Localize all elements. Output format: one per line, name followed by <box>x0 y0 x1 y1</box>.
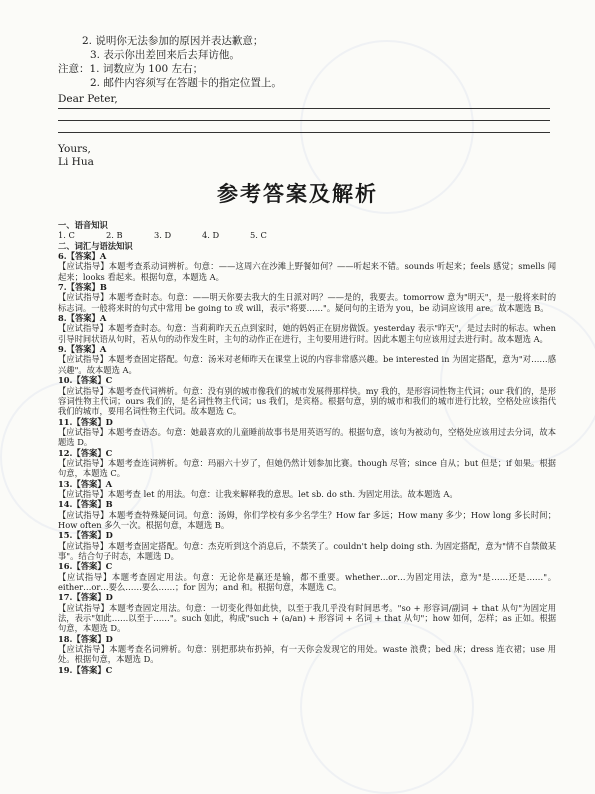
requirement-line: 2. 说明你无法参加的原因并表达歉意； <box>82 35 264 47</box>
answer-content <box>58 220 556 675</box>
mcq-answer: 1. C <box>58 230 75 241</box>
letter-closing <box>58 143 94 169</box>
answer-key: 8.【答案】A <box>58 313 107 324</box>
writing-line <box>58 132 550 133</box>
page-title: 参考答案及解析 <box>217 182 378 206</box>
mcq-answer: 5. C <box>250 230 267 241</box>
answer-explanation: 【应试指导】本题考查时态。句意：当莉莉昨天五点到家时，她的妈妈正在厨房做饭。yesterday 表示"昨天"，是过去时的标志。when 引导时间状语从句时，若从句的动作发生时，主句的动作正在进行，主句要用进行时。因此本题主句应该用过去进行时。故本题选 A。 <box>58 323 556 344</box>
answer-explanation: 【应试指导】本题考查固定用法。句意：无论你是赢还是输，都不重要。whether…or…为固定用法，意为"是……还是……"。either…or…要么……要么……；for 因为；and 和。根据句意，本题选 C。 <box>58 571 556 593</box>
signature-name: Li Hua <box>58 156 94 168</box>
answer-explanation: 【应试指导】本题考查名词辨析。句意：别把那块布扔掉，有一天你会发现它的用处。waste 浪费；bed 床；dress 连衣裙；use 用处。根据句意，本题选 D。 <box>58 644 556 665</box>
section-heading: 一、语音知识 <box>58 220 108 230</box>
answer-key: 19.【答案】C <box>58 664 113 675</box>
letter-salutation: Dear Peter, <box>58 93 118 105</box>
answer-explanation: 【应试指导】本题考查固定用法。句意：一切变化得如此快，以至于我几乎没有时间思考。"so + 形容词/副词 + that 从句"为固定用法，表示"如此……以至于……"。such 如此，构成"such + (a/an) + 形容词 + 名词 + that 从句"；how 如何，怎样；as 正如。根据句意，本题选 D。 <box>58 602 556 634</box>
answer-explanation: 【应试指导】本题考查固定搭配。句意：杰克听到这个消息后，不禁笑了。couldn't help doing sth. 为固定搭配，意为"情不自禁做某事"。结合句子时态，本题选 D。 <box>58 540 556 561</box>
answer-key: 11.【答案】D <box>58 416 113 427</box>
section-heading: 二、词汇与语法知识 <box>58 240 133 251</box>
mcq-answer: 4. D <box>202 230 220 241</box>
answer-explanation: 【应试指导】本题考查固定搭配。句意：汤米对老师昨天在课堂上说的内容非常感兴趣。be interested in 为固定搭配，意为"对……感兴趣"。故本题选 A。 <box>58 354 556 375</box>
answer-key: 18.【答案】D <box>58 633 113 644</box>
answer-explanation: 【应试指导】本题考查连词辨析。句意：玛丽六十岁了，但她仍然计划参加比赛。though 尽管；since 自从；but 但是；if 如果。根据句意，本题选 C。 <box>58 457 556 479</box>
mcq-answers-row <box>58 230 556 240</box>
requirement-line: 3. 表示你出差回来后去拜访他。 <box>90 49 240 61</box>
closing-word: Yours, <box>58 143 91 155</box>
mcq-answer: 3. D <box>154 230 172 241</box>
writing-requirements <box>58 34 558 90</box>
answer-explanation: 【应试指导】本题考查 let 的用法。句意：让我来解释我的意思。let sb. do sth. 为固定用法。故本题选 A。 <box>58 488 458 499</box>
answer-key: 13.【答案】A <box>58 478 113 489</box>
answer-key: 6.【答案】A <box>58 251 107 262</box>
answer-key: 16.【答案】C <box>58 561 113 572</box>
answer-explanation: 【应试指导】本题考查特殊疑问词。句意：汤姆，你们学校有多少名学生？How far 多远；How many 多少；How long 多长时间；How often 多久一次。根据句意，本题选 B。 <box>58 509 556 530</box>
writing-line <box>58 120 550 121</box>
mcq-answer: 2. B <box>106 230 123 241</box>
answer-items <box>58 251 556 675</box>
answer-explanation: 【应试指导】本题考查语态。句意：她最喜欢的儿童睡前故事书是用英语写的。根据句意，该句为被动句，空格处应该用过去分词，故本题选 D。 <box>58 426 556 448</box>
answer-key: 7.【答案】B <box>58 282 107 293</box>
answer-key: 17.【答案】D <box>58 592 113 603</box>
note-line: 2. 邮件内容须写在答题卡的指定位置上。 <box>90 77 282 89</box>
answer-key: 10.【答案】C <box>58 375 113 386</box>
answer-key: 14.【答案】B <box>58 499 113 510</box>
answer-key: 12.【答案】C <box>58 447 113 458</box>
answer-explanation: 【应试指导】本题考查时态。句意：——明天你要去我大的生日派对吗？——是的，我要去。tomorrow 意为"明天"，是一般将来时的标志词。一般将来时的句式中常用 be going to 或 will，表示"将要……"。疑问句的主语为 you，be 动词应该用 are。故本题选 B。 <box>58 292 556 313</box>
answer-explanation: 【应试指导】本题考查系动词辨析。句意：——这周六在沙滩上野餐如何？——听起来不错。sounds 听起来；feels 感觉；smells 闻起来；looks 看起来。根据句意，本题选 A。 <box>58 261 556 282</box>
answer-key: 15.【答案】D <box>58 530 113 541</box>
writing-line <box>58 108 550 109</box>
answer-key: 9.【答案】A <box>58 344 107 355</box>
answer-explanation: 【应试指导】本题考查代词辨析。句意：没有别的城市像我们的城市发展得那样快。my 我的，是形容词性物主代词；our 我们的，是形容词性物主代词；ours 我们的，是名词性物主代词；us 我们，是宾格。根据句意，别的城市和我们的城市进行比较，空格处应该指代我们的城市，要用名词性物主代词。故本题选 C。 <box>58 385 556 417</box>
note-line: 注意：1. 词数应为 100 左右； <box>58 63 204 75</box>
